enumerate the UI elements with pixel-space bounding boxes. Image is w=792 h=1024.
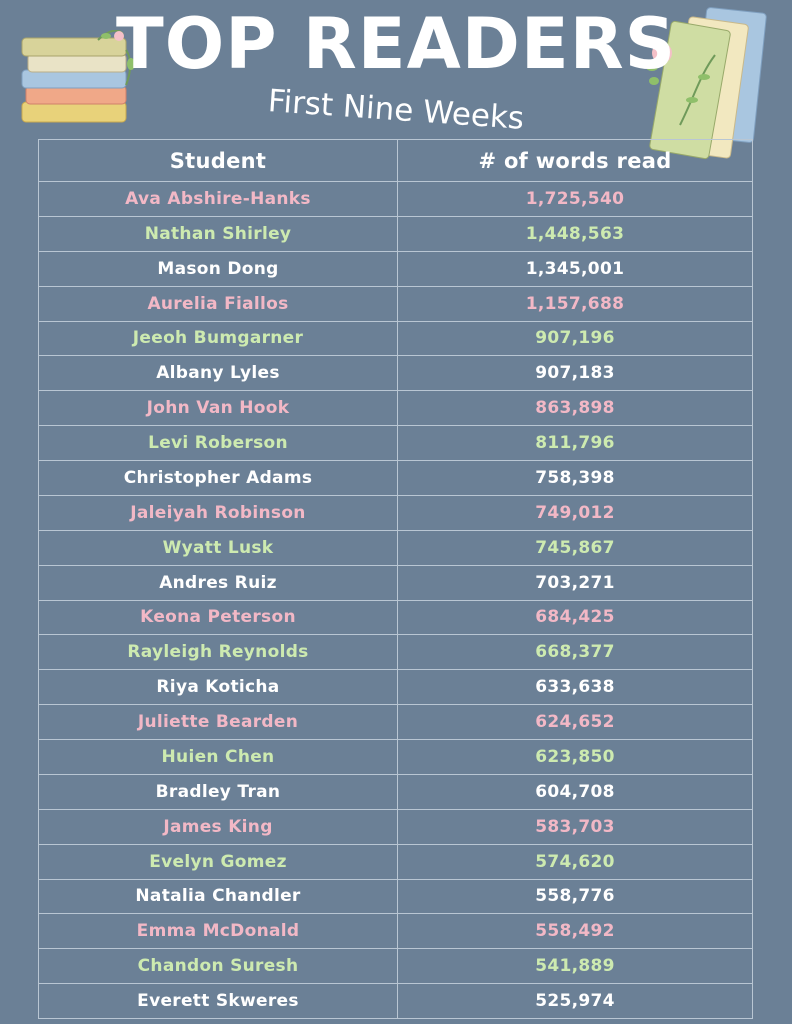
student-name-cell: Juliette Bearden [39, 705, 398, 740]
words-read-cell: 1,345,001 [398, 251, 753, 286]
words-read-cell: 1,157,688 [398, 286, 753, 321]
student-name-cell: Jaleiyah Robinson [39, 495, 398, 530]
student-name-cell: Wyatt Lusk [39, 530, 398, 565]
student-name-cell: Emma McDonald [39, 914, 398, 949]
words-read-cell: 574,620 [398, 844, 753, 879]
student-name-cell: Huien Chen [39, 740, 398, 775]
table-row [39, 251, 753, 286]
words-read-cell: 863,898 [398, 391, 753, 426]
student-name-cell: Bradley Tran [39, 774, 398, 809]
words-read-cell: 907,196 [398, 321, 753, 356]
table-row [39, 530, 753, 565]
table-row [39, 321, 753, 356]
table-row [39, 356, 753, 391]
student-name-cell: Christopher Adams [39, 461, 398, 496]
words-read-cell: 1,448,563 [398, 216, 753, 251]
words-read-cell: 558,492 [398, 914, 753, 949]
words-read-cell: 583,703 [398, 809, 753, 844]
column-header-words: # of words read [398, 140, 753, 182]
table-row [39, 914, 753, 949]
table-row [39, 600, 753, 635]
student-name-cell: Ava Abshire-Hanks [39, 182, 398, 217]
student-name-cell: Evelyn Gomez [39, 844, 398, 879]
column-header-student: Student [39, 140, 398, 182]
words-read-cell: 907,183 [398, 356, 753, 391]
words-read-cell: 749,012 [398, 495, 753, 530]
student-name-cell: Aurelia Fiallos [39, 286, 398, 321]
words-read-cell: 624,652 [398, 705, 753, 740]
student-name-cell: Everett Skweres [39, 984, 398, 1019]
student-name-cell: Nathan Shirley [39, 216, 398, 251]
table-row [39, 774, 753, 809]
table-row [39, 495, 753, 530]
table-row [39, 809, 753, 844]
table-row [39, 984, 753, 1019]
table-row [39, 705, 753, 740]
words-read-cell: 745,867 [398, 530, 753, 565]
table-row [39, 879, 753, 914]
table-row [39, 670, 753, 705]
words-read-cell: 684,425 [398, 600, 753, 635]
table-row [39, 635, 753, 670]
table-header-row [39, 140, 753, 182]
student-name-cell: Levi Roberson [39, 426, 398, 461]
student-name-cell: Albany Lyles [39, 356, 398, 391]
table-row [39, 949, 753, 984]
student-name-cell: Riya Koticha [39, 670, 398, 705]
student-name-cell: Andres Ruiz [39, 565, 398, 600]
words-read-cell: 1,725,540 [398, 182, 753, 217]
table-row [39, 426, 753, 461]
page-title: TOP READERS [115, 3, 677, 85]
page-subtitle: First Nine Weeks [266, 83, 526, 137]
words-read-cell: 811,796 [398, 426, 753, 461]
table-row [39, 565, 753, 600]
words-read-cell: 541,889 [398, 949, 753, 984]
student-name-cell: Chandon Suresh [39, 949, 398, 984]
table-row [39, 740, 753, 775]
words-read-cell: 558,776 [398, 879, 753, 914]
words-read-cell: 525,974 [398, 984, 753, 1019]
table-row [39, 216, 753, 251]
student-name-cell: Natalia Chandler [39, 879, 398, 914]
table-body [39, 182, 753, 1019]
table-row [39, 286, 753, 321]
table-row [39, 461, 753, 496]
top-readers-table [38, 139, 753, 1019]
table-row [39, 844, 753, 879]
words-read-cell: 668,377 [398, 635, 753, 670]
student-name-cell: Keona Peterson [39, 600, 398, 635]
words-read-cell: 633,638 [398, 670, 753, 705]
student-name-cell: James King [39, 809, 398, 844]
table-row [39, 391, 753, 426]
student-name-cell: Mason Dong [39, 251, 398, 286]
student-name-cell: John Van Hook [39, 391, 398, 426]
words-read-cell: 604,708 [398, 774, 753, 809]
words-read-cell: 703,271 [398, 565, 753, 600]
words-read-cell: 623,850 [398, 740, 753, 775]
student-name-cell: Jeeoh Bumgarner [39, 321, 398, 356]
words-read-cell: 758,398 [398, 461, 753, 496]
table-row [39, 182, 753, 217]
student-name-cell: Rayleigh Reynolds [39, 635, 398, 670]
